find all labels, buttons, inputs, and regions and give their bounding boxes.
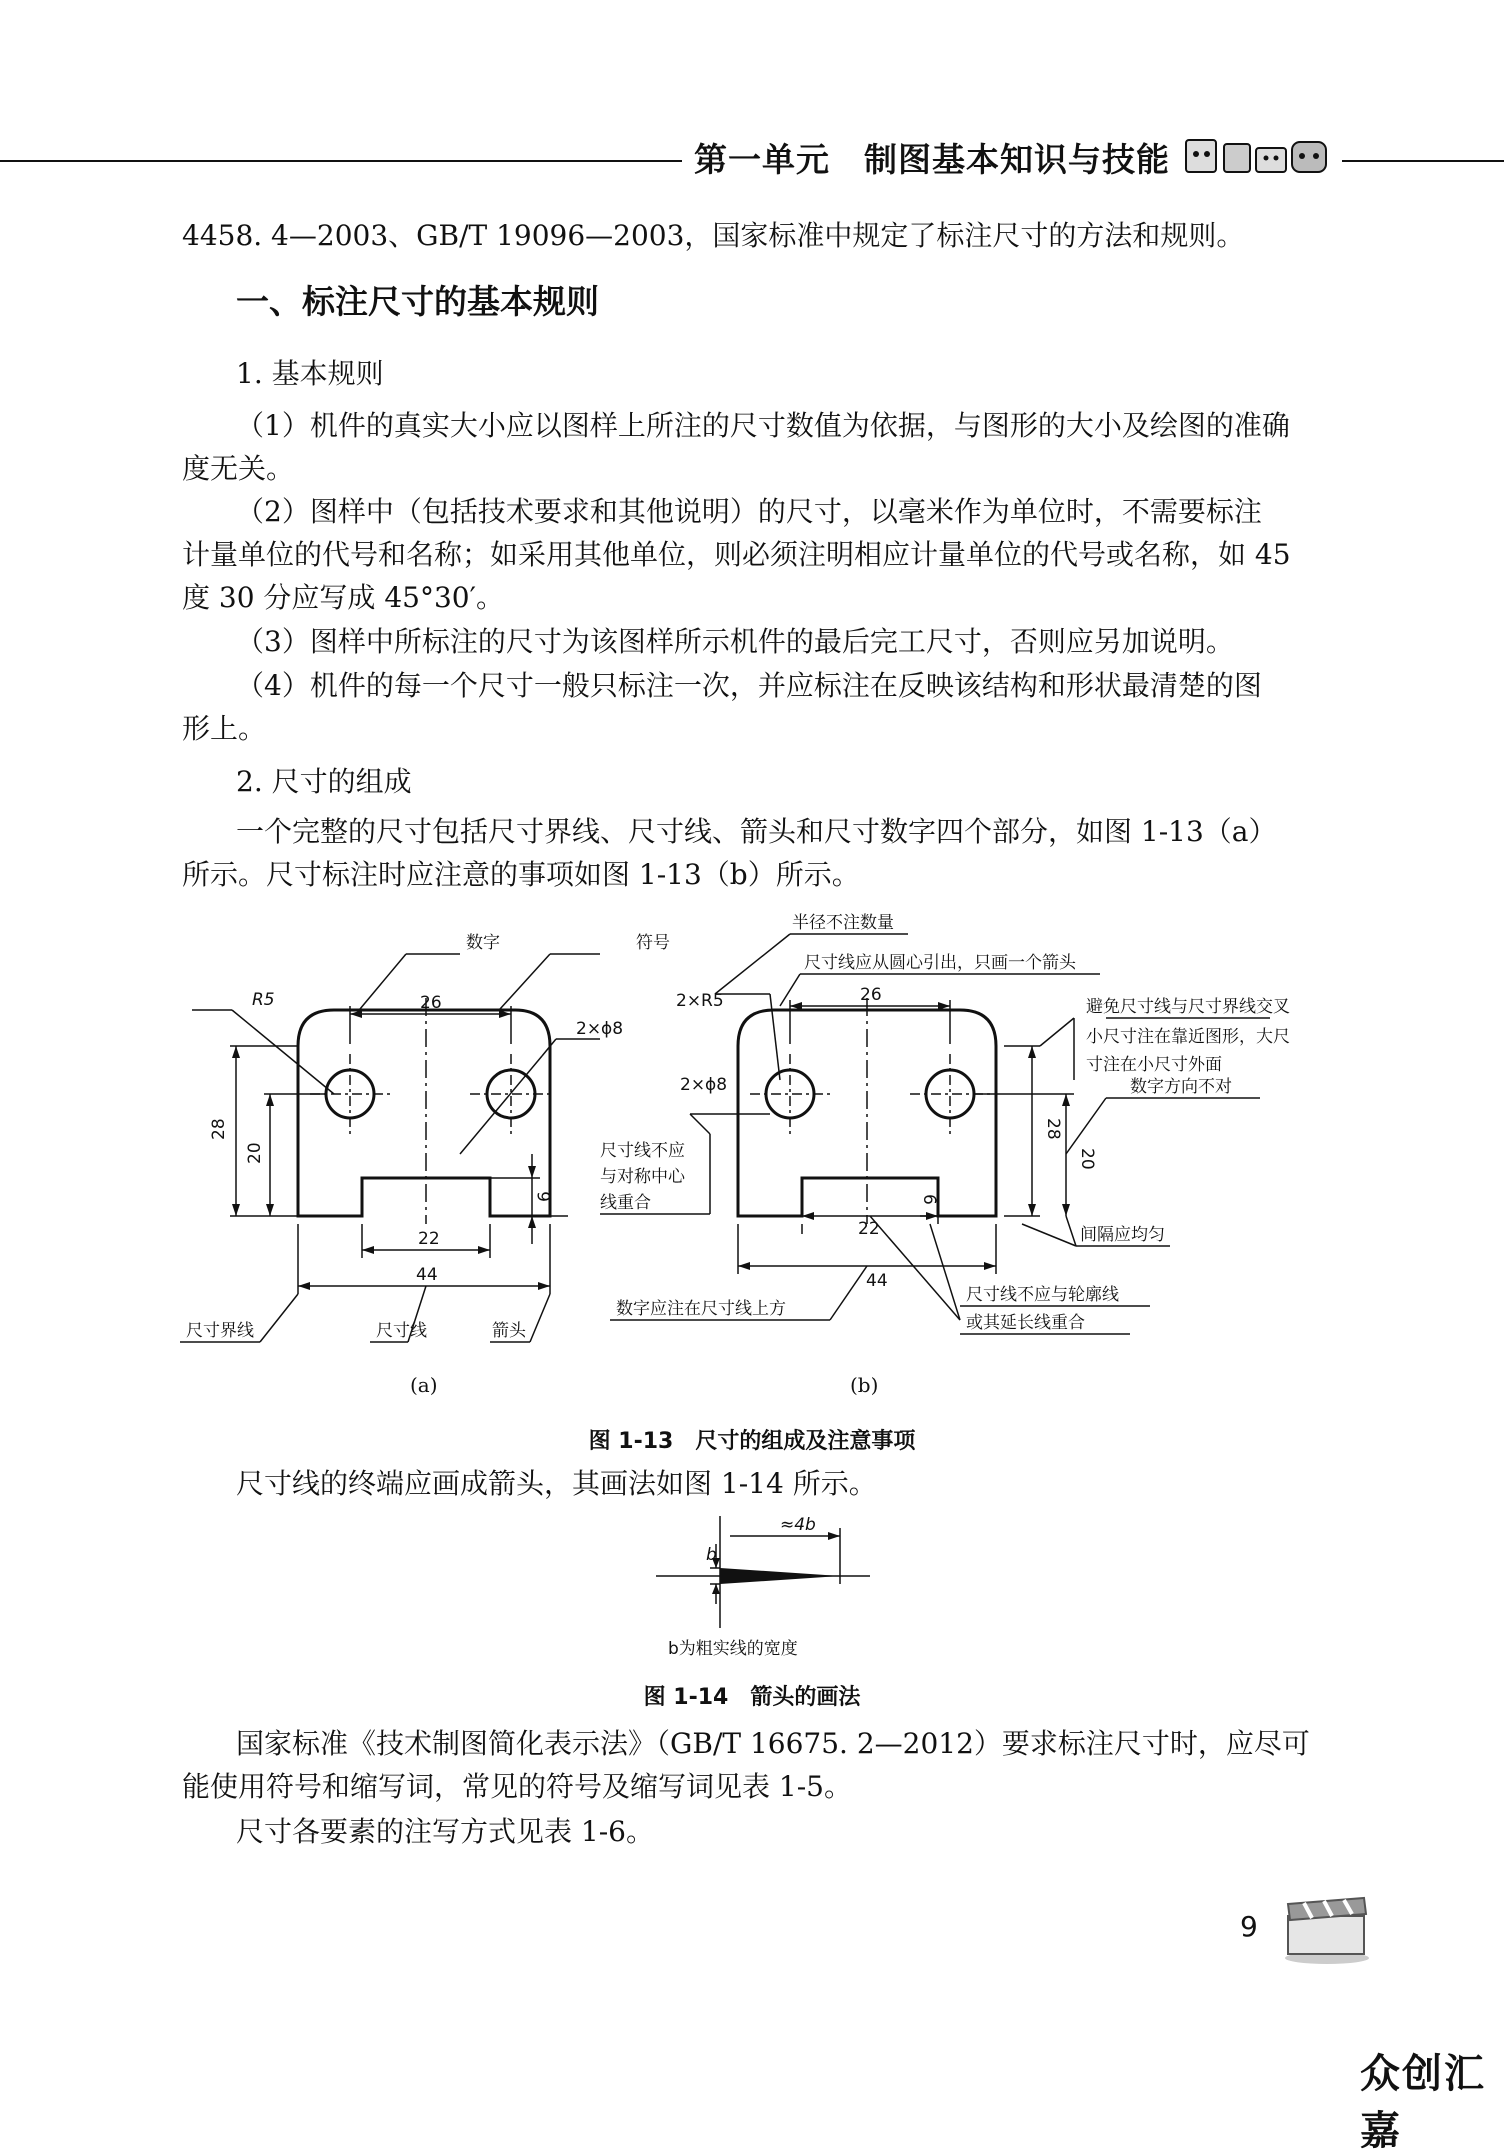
fig-b-note-sym-1: 尺寸线不应 (600, 1141, 685, 1161)
figure-1-14-caption: 图 1-14 箭头的画法 (643, 1685, 861, 1710)
composition-line1: 一个完整的尺寸包括尺寸界线、尺寸线、箭头和尺寸数字四个部分，如图 1-13（a） (236, 815, 1277, 848)
fig-b-note-avoid-2: 小尺寸注在靠近图形，大尺 (1086, 1027, 1290, 1047)
cartoon-icon (1180, 134, 1336, 180)
figure-1-14 (650, 1508, 870, 1664)
fig-b-dim-2phi8: 2×ϕ8 (680, 1075, 728, 1095)
standard-line1: 国家标准《技术制图简化表示法》（GB/T 16675. 2—2012）要求标注尺寸时，应尽可 (236, 1727, 1310, 1760)
fig-b-note-contour-1: 尺寸线不应与轮廓线 (966, 1285, 1119, 1305)
figure-1-13 (170, 894, 1350, 1404)
rule2-line3: 度 30 分应写成 45°30′。 (182, 581, 504, 614)
fig-b-note-spacing: 间隔应均匀 (1080, 1225, 1165, 1245)
chapter-title: 第一单元 制图基本知识与技能 (694, 140, 1170, 179)
fig-b-note-sym-3: 线重合 (600, 1193, 651, 1213)
figure-1-13-caption: 图 1-13 尺寸的组成及注意事项 (588, 1429, 916, 1454)
fig-b-dim-44: 44 (866, 1271, 888, 1291)
standard-line2: 能使用符号和缩写词，常见的符号及缩写词见表 1-5。 (182, 1770, 852, 1803)
composition-line2: 所示。尺寸标注时应注意的事项如图 1-13（b）所示。 (182, 858, 860, 891)
arrow-line: 尺寸线的终端应画成箭头，其画法如图 1-14 所示。 (236, 1467, 877, 1500)
fig-b-note-avoid-1: 避免尺寸线与尺寸界线交叉 (1086, 997, 1290, 1017)
rule3: （3）图样中所标注的尺寸为该图样所示机件的最后完工尺寸，否则应另加说明。 (236, 625, 1234, 658)
fig-a-label-symbol: 符号 (636, 933, 670, 953)
fig-a-dim-6: 6 (535, 1191, 555, 1202)
fig-b-note-contour-2: 或其延长线重合 (966, 1313, 1085, 1333)
fig-a-dim-44: 44 (416, 1265, 438, 1285)
watermark: 众创汇嘉 (1360, 2051, 1486, 2154)
fig14-label-b: b (706, 1545, 717, 1565)
rule1-line2: 度无关。 (182, 452, 295, 485)
rule2-line1: （2）图样中（包括技术要求和其他说明）的尺寸，以毫米作为单位时，不需要标注 (236, 495, 1262, 528)
arrowhead-sample (720, 1568, 840, 1584)
fig-b-sublabel: (b) (850, 1373, 879, 1397)
fig-a-dim-28: 28 (209, 1118, 229, 1140)
fig-a-label-arrow: 箭头 (492, 1321, 526, 1341)
fig-b-dim-6: 6 (919, 1194, 939, 1205)
clapperboard-icon (1282, 1894, 1372, 1966)
fig-b-note-digit-dir: 数字方向不对 (1130, 1077, 1232, 1097)
fig14-note: b为粗实线的宽度 (668, 1639, 798, 1659)
rule1-line1: （1）机件的真实大小应以图样上所注的尺寸数值为依据，与图形的大小及绘图的准确 (236, 409, 1290, 442)
fig14-label-4b: ≈4b (780, 1515, 816, 1535)
fig-a-dim-22: 22 (418, 1229, 440, 1249)
intro-line: 4458. 4—2003、GB/T 19096—2003，国家标准中规定了标注尺寸的方法和规则。 (182, 219, 1245, 252)
section-title: 一、标注尺寸的基本规则 (236, 282, 599, 321)
header-rule-right (1342, 160, 1504, 162)
fig-b-note-sym-2: 与对称中心 (600, 1167, 685, 1187)
fig-a-dim-r5: R5 (252, 990, 275, 1010)
fig-a-label-number: 数字 (466, 933, 500, 953)
fig-b-dim-2r5: 2×R5 (676, 991, 724, 1011)
fig-b-dim-22: 22 (858, 1219, 880, 1239)
fig-b-dim-28: 28 (1043, 1118, 1063, 1140)
fig-a-dim-26: 26 (420, 993, 442, 1013)
fig-b-note-from-center: 尺寸线应从圆心引出，只画一个箭头 (804, 953, 1076, 973)
fig-a-label-ext-line: 尺寸界线 (186, 1321, 254, 1341)
fig-b-dim-26: 26 (860, 985, 882, 1005)
fig-a-label-dim-line: 尺寸线 (376, 1321, 427, 1341)
rule4-line1: （4）机件的每一个尺寸一般只标注一次，并应标注在反映该结构和形状最清楚的图 (236, 669, 1262, 702)
page-number: 9 (1240, 1910, 1258, 1943)
table-line: 尺寸各要素的注写方式见表 1-6。 (236, 1815, 654, 1848)
rule2-line2: 计量单位的代号和名称；如采用其他单位，则必须注明相应计量单位的代号或名称，如 45 (182, 538, 1291, 571)
fig-b-dim-20: 20 (1077, 1148, 1097, 1170)
subsection-composition: 2. 尺寸的组成 (236, 765, 412, 798)
fig-a-dim-2phi8: 2×ϕ8 (576, 1019, 624, 1039)
header-rule-left (0, 160, 682, 162)
subsection-basic-rules: 1. 基本规则 (236, 357, 384, 390)
fig-a-sublabel: (a) (410, 1373, 438, 1397)
fig-b-note-avoid-3: 寸注在小尺寸外面 (1086, 1055, 1222, 1075)
rule4-line2: 形上。 (182, 712, 267, 745)
fig-a-dim-20: 20 (245, 1142, 265, 1164)
fig-b-note-radius-count: 半径不注数量 (792, 913, 894, 933)
fig-b-note-digit-above: 数字应注在尺寸线上方 (616, 1299, 786, 1319)
